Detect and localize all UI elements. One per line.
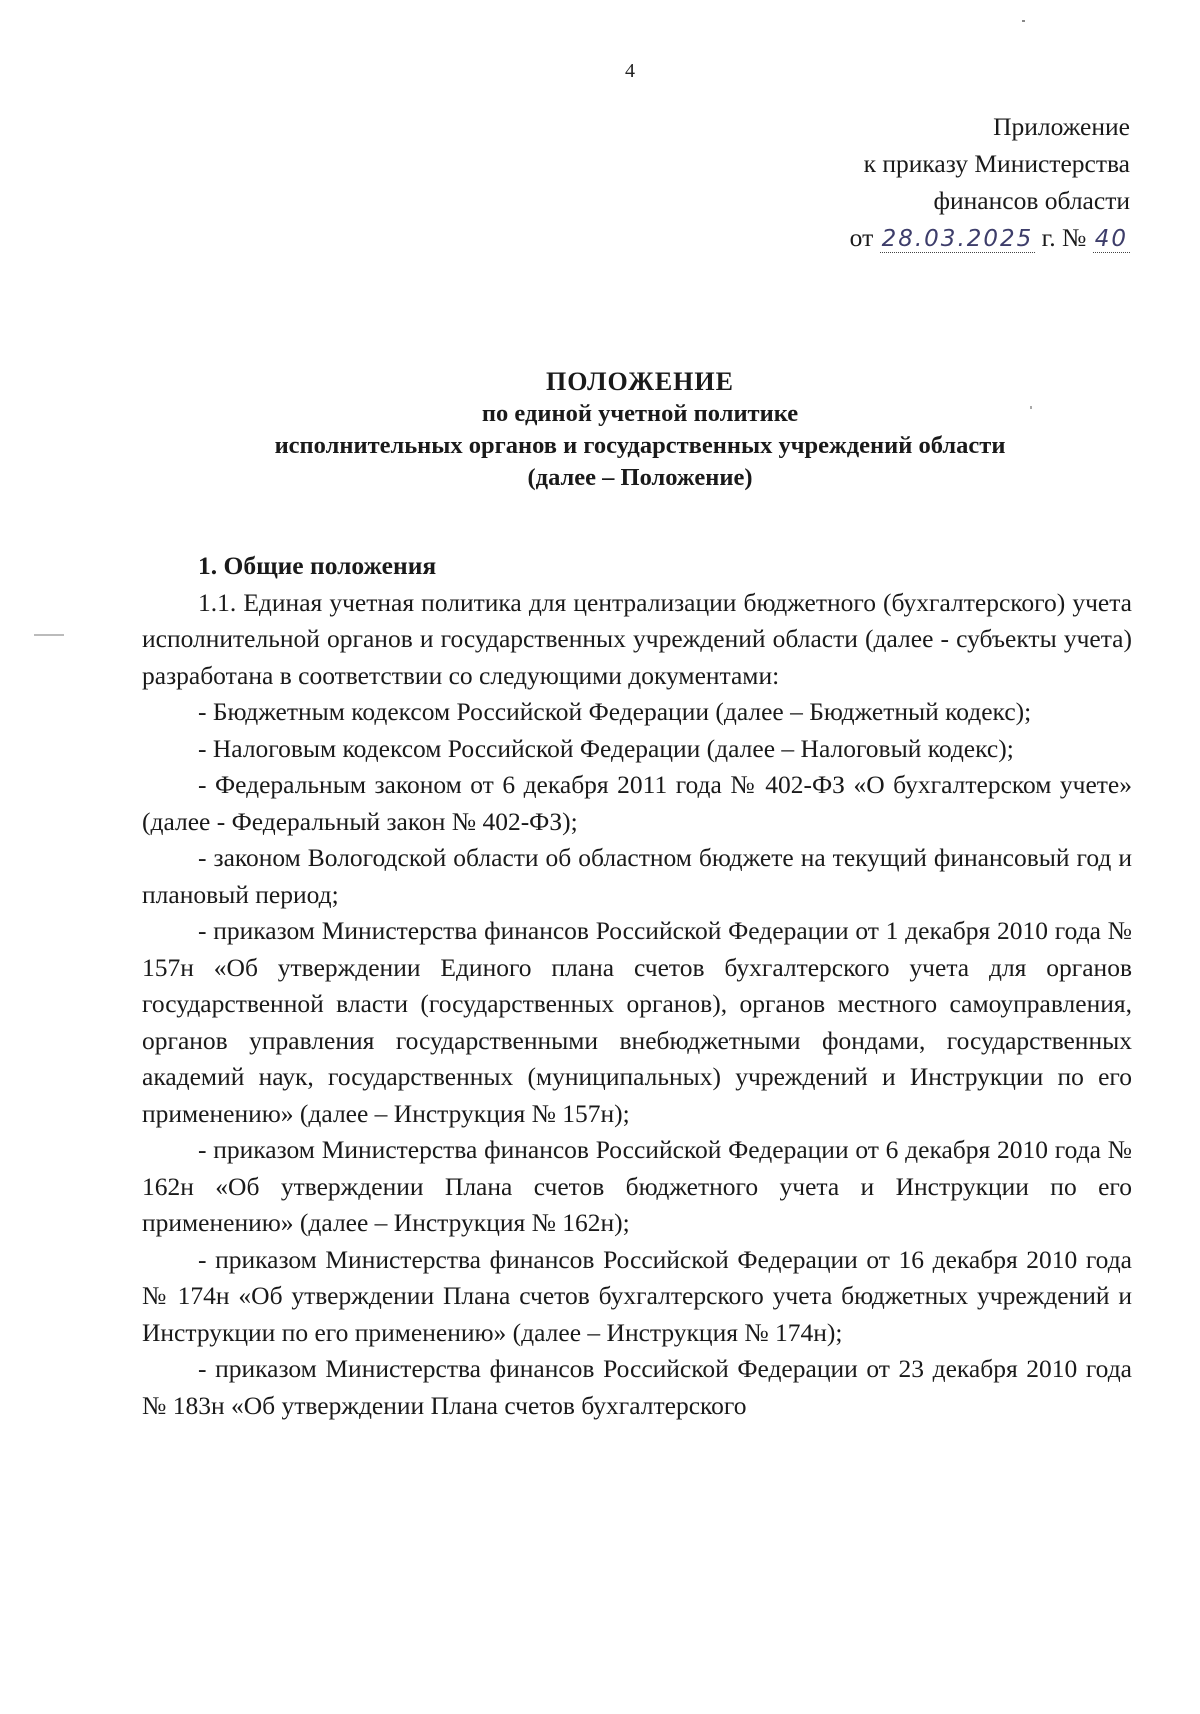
appendix-line: к приказу Министерства bbox=[863, 149, 1130, 178]
paragraph: - приказом Министерства финансов Российской Федерации от 23 декабря 2010 года № 183н «Об утверждении Плана счетов бухгалтерского bbox=[142, 1354, 1132, 1420]
paragraph: - Федеральным законом от 6 декабря 2011 года № 402-ФЗ «О бухгалтерском учете» (далее - Федеральный закон № 402-ФЗ); bbox=[142, 770, 1132, 836]
document-title bbox=[170, 366, 1110, 494]
handwritten-date: 28.03.2025 bbox=[881, 226, 1034, 252]
paragraph: - приказом Министерства финансов Российской Федерации от 1 декабря 2010 года № 157н «Об утверждении Единого плана счетов бухгалтерского учета для органов государственной власти (государственных органов), органов местного самоуправления, органов управления государственными внебюджетными фондами, государственных академий наук, государственных (муниципальных) учреждений и Инструкции по его применению» (далее – Инструкция № 157н); bbox=[142, 916, 1132, 1128]
page-number: 4 bbox=[625, 60, 635, 82]
scan-speck bbox=[34, 634, 64, 636]
paragraph: - законом Вологодской области об областном бюджете на текущий финансовый год и плановый период; bbox=[142, 843, 1132, 909]
number-prefix: г. № bbox=[1041, 223, 1087, 252]
paragraph: - Налоговым кодексом Российской Федерации (далее – Налоговый кодекс); bbox=[198, 733, 1014, 763]
title-line: исполнительных органов и государственных учреждений области bbox=[274, 432, 1006, 459]
appendix-line: Приложение bbox=[993, 112, 1130, 141]
appendix-date-line bbox=[850, 219, 1130, 258]
title-line: по единой учетной политике bbox=[481, 400, 799, 427]
title-main: ПОЛОЖЕНИЕ bbox=[546, 367, 734, 396]
title-line: (далее – Положение) bbox=[527, 464, 753, 491]
handwritten-number: 40 bbox=[1094, 226, 1128, 252]
paragraph: - Бюджетным кодексом Российской Федерации (далее – Бюджетный кодекс); bbox=[198, 697, 1032, 726]
paragraph: 1.1. Единая учетная политика для централизации бюджетного (бухгалтерского) учета исполнительной органов и государственных учреждений области (далее - субъекты учета) разработана в соответствии со следующими документами: bbox=[142, 587, 1132, 690]
appendix-block bbox=[850, 108, 1130, 258]
paragraph: - приказом Министерства финансов Российской Федерации от 16 декабря 2010 года № 174н «Об утверждении Плана счетов бухгалтерского учета бюджетных учреждений и Инструкции по его применению» (далее – Инструкция № 174н); bbox=[142, 1244, 1132, 1347]
section-general-provisions bbox=[142, 548, 1132, 1424]
paragraph: - приказом Министерства финансов Российской Федерации от 6 декабря 2010 года № 162н «Об утверждении Плана счетов бюджетного учета и Инструкции по его применению» (далее – Инструкция № 162н); bbox=[142, 1135, 1132, 1237]
scan-speck bbox=[1022, 20, 1025, 22]
date-prefix: от bbox=[849, 223, 874, 252]
appendix-line: финансов области bbox=[933, 186, 1130, 215]
section-heading: 1. Общие положения bbox=[198, 551, 437, 580]
